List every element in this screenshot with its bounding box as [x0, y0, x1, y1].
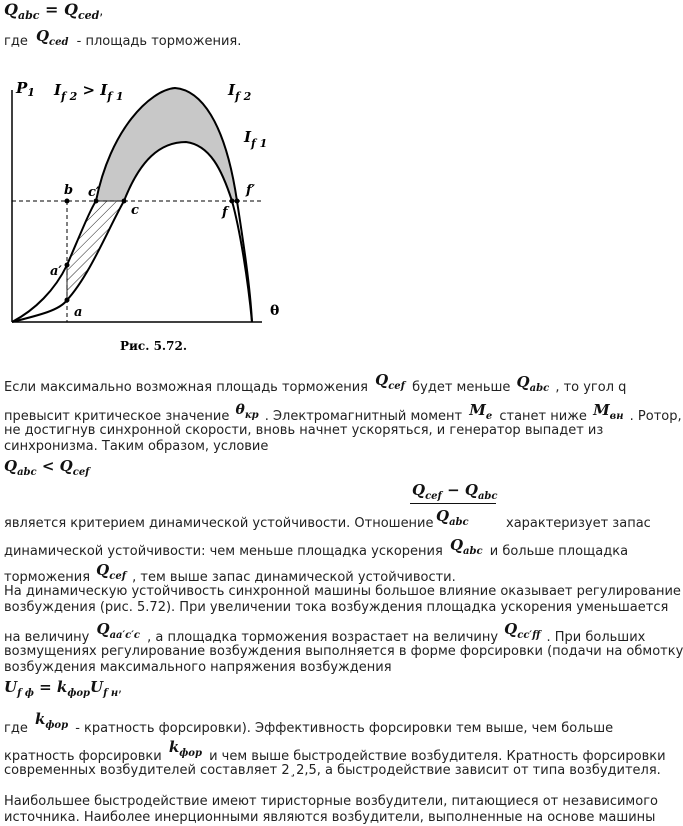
- point-c-label: c: [131, 203, 139, 218]
- sym-theta-kr: $\theta_{кр}$: [235, 402, 259, 421]
- sym-k-for: $k_{фор}$: [34, 710, 69, 731]
- point-c-dot: [122, 199, 127, 204]
- sym-q-ccff: $Q_{cc'ff}$: [504, 620, 541, 641]
- sym-q-cef-2: $Q_{cef}$: [96, 561, 127, 582]
- para2-line3: торможения $Q_{cef}$ , тем выше запас динамической устойчивости.: [4, 561, 456, 585]
- point-b-label: b: [64, 183, 74, 198]
- para3-line7: где $k_{фор}$ - кратность форсировки). Эффективность форсировки тем выше, чем больше: [4, 710, 614, 736]
- sym-q-cef: $Q_{cef}$: [375, 371, 405, 392]
- power-angle-figure: [0, 70, 300, 360]
- para3-line1: На динамическую устойчивость синхронной машины большое влияние оказывает регулирование: [4, 584, 681, 599]
- point-f-prime-label: f′: [246, 183, 256, 198]
- point-f-label: f: [222, 205, 228, 220]
- point-a-prime-label: a′: [50, 264, 62, 279]
- para3-line9: современных возбудителей составляет 2¸2,5, а быстродействие зависит от типа возбудителя.: [4, 763, 661, 778]
- para2-line1a: является критерием динамической устойчивости. Отношение: [4, 516, 434, 531]
- para1-line2: превысит критическое значение $\theta_{кр}$ . Электромагнитный момент $M_e$ станет ниже $M_{вн}$ . Ротор,: [4, 401, 682, 424]
- point-b-dot: [65, 199, 70, 204]
- para3-line2: возбуждения (рис. 5.72). При увеличении тока возбуждения площадка ускорения уменьшается: [4, 600, 669, 615]
- para3-line5: возбуждения максимального напряжения возбуждения: [4, 660, 392, 675]
- curve-if2-label: $I_{f 2}$: [228, 81, 252, 103]
- para1-line1: Если максимально возможная площадь торможения $Q_{cef}$ будет меньше $Q_{abc}$ , то угол q: [4, 371, 627, 395]
- point-a-label: a: [74, 305, 83, 320]
- sym-k-for-2: $k_{фор}$: [168, 738, 202, 759]
- figure-caption: Рис. 5.72.: [120, 339, 187, 353]
- equality-formula: $Q_{abc} = Q_{ced}$,: [4, 0, 104, 23]
- para4-line1: Наибольшее быстродействие имеют тиристорные возбудители, питающиеся от независимого: [4, 794, 658, 809]
- decel-increase-area: [96, 88, 237, 201]
- sym-m-vn: $M_{вн}$: [593, 401, 624, 422]
- fraction-numerator: $Q_{cef} - Q_{abc}$: [412, 481, 498, 502]
- y-axis-label: $P_1$: [16, 79, 35, 99]
- sym-q-aacc: $Q_{aa'c'c}$: [96, 620, 140, 641]
- para3-line3: на величину $Q_{aa'c'c}$ , а площадка торможения возрастает на величину $Q_{cc'ff}$ . При больших: [4, 620, 646, 645]
- point-c-prime-label: c′: [88, 185, 100, 200]
- point-a-dot: [65, 298, 70, 303]
- para1-line3: не достигнув синхронной скорости, вновь начнет ускоряться, и генератор выпадет из: [4, 423, 604, 438]
- fraction-bar: [410, 503, 496, 504]
- curve-if1-label: $I_{f 1}$: [244, 128, 268, 150]
- fraction-denominator: $Q_{abc}$: [436, 507, 469, 528]
- point-a-prime-dot: [65, 263, 70, 268]
- point-f-prime-dot: [235, 199, 240, 204]
- relation-label: $I_{f 2} > I_{f 1}$: [54, 81, 124, 103]
- para2-line1b: характеризует запас: [506, 516, 651, 531]
- where-line: где $Q_{ced}$ - площадь торможения.: [4, 27, 242, 49]
- para1-line4: синхронизма. Таким образом, условие: [4, 439, 269, 454]
- para3-line4: возмущениях регулирование возбуждения выполняется в форме форсировки (подачи на обмотку: [4, 644, 683, 659]
- sym-q-abc: $Q_{abc}$: [516, 373, 550, 394]
- point-f-dot: [230, 199, 235, 204]
- stability-condition: $Q_{abc} < Q_{cef}$: [4, 457, 90, 478]
- where-symbol: $Q_{ced}$: [35, 27, 69, 48]
- forcing-formula: $U_{f ф} = k_{фор}U_{f н}$,: [4, 678, 122, 699]
- para2-line2: динамической устойчивости: чем меньше площадка ускорения $Q_{abc}$ и больше площадка: [4, 536, 629, 559]
- sym-m-e: $M_e$: [469, 401, 493, 422]
- sym-q-abc-2: $Q_{abc}$: [449, 536, 483, 557]
- para4-line2: источника. Наиболее инерционными являются возбудители, выполненные на основе машины: [4, 810, 656, 825]
- x-axis-label: θ: [270, 303, 280, 319]
- para3-line8: кратность форсировки $k_{фор}$ и чем выше быстродействие возбудителя. Кратность форсировки: [4, 738, 666, 764]
